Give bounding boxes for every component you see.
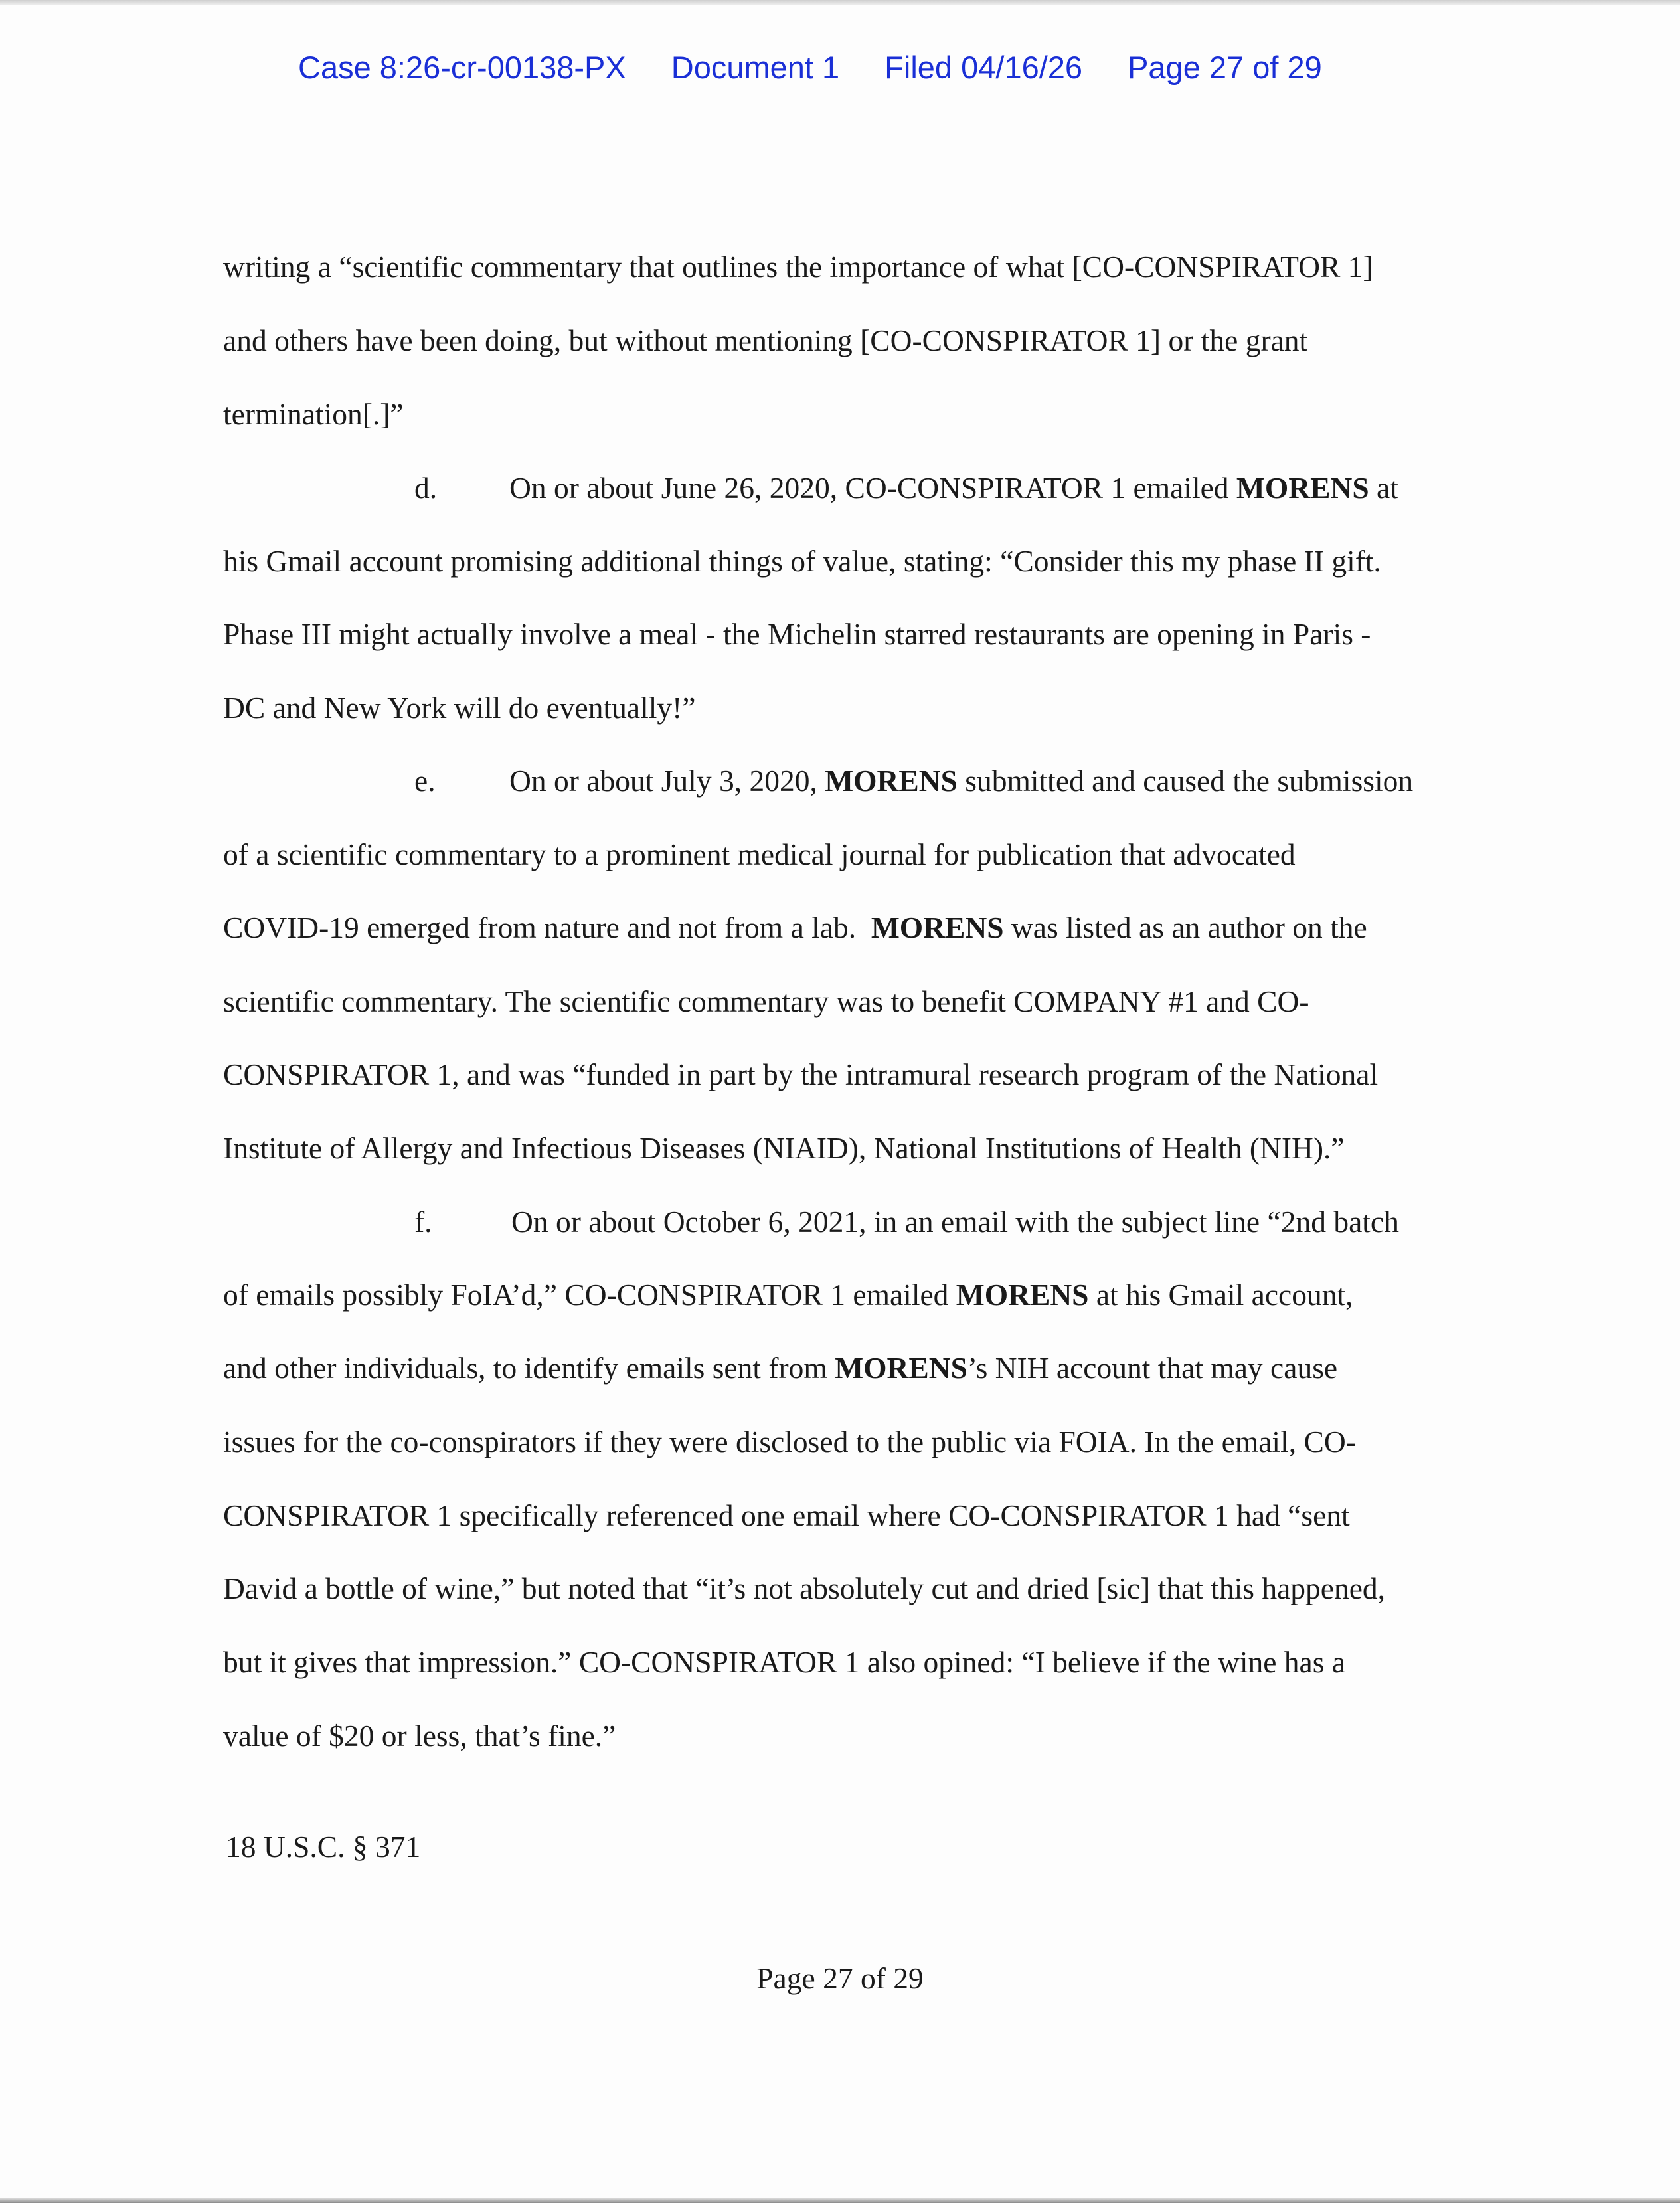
body-line: Institute of Allergy and Infectious Diseases (NIAID), National Institutions of Health (NIH).” — [223, 1131, 1345, 1165]
paragraph-marker: f. — [414, 1205, 432, 1239]
body-line: writing a “scientific commentary that outlines the importance of what [CO-CONSPIRATOR 1] — [223, 250, 1373, 284]
statute-citation: 18 U.S.C. § 371 — [226, 1830, 421, 1864]
footer-page-number: Page 27 of 29 — [756, 1961, 924, 1995]
case-number: Case 8:26-cr-00138-PX — [298, 50, 626, 85]
body-line: CONSPIRATOR 1 specifically referenced one email where CO-CONSPIRATOR 1 had “sent — [223, 1498, 1350, 1532]
defendant-name: MORENS — [835, 1351, 967, 1385]
ecf-header — [298, 49, 1322, 86]
top-scan-edge — [0, 0, 1680, 5]
defendant-name: MORENS — [1236, 471, 1369, 505]
document-number: Document 1 — [671, 50, 840, 85]
body-line: CONSPIRATOR 1, and was “funded in part by the intramural research program of the National — [223, 1057, 1379, 1091]
filed-date: Filed 04/16/26 — [884, 50, 1083, 85]
body-line: termination[.]” — [223, 397, 404, 431]
body-line: DC and New York will do eventually!” — [223, 691, 696, 725]
paragraph-marker: e. — [414, 764, 436, 798]
body-line: Phase III might actually involve a meal - the Michelin starred restaurants are opening in Paris - — [223, 617, 1371, 651]
defendant-name: MORENS — [871, 911, 1004, 944]
body-line: of emails possibly FoIA’d,” CO-CONSPIRATOR 1 emailed MORENS at his Gmail account, — [223, 1278, 1353, 1312]
body-line: of a scientific commentary to a prominent medical journal for publication that advocated — [223, 837, 1296, 871]
body-line: On or about July 3, 2020, MORENS submitted and caused the submission — [509, 764, 1414, 798]
body-line: value of $20 or less, that’s fine.” — [223, 1719, 616, 1753]
defendant-name: MORENS — [956, 1278, 1089, 1312]
bottom-scan-edge — [0, 2198, 1680, 2203]
header-page-number: Page 27 of 29 — [1128, 50, 1322, 85]
paragraph-marker: d. — [414, 471, 438, 505]
body-line: but it gives that impression.” CO-CONSPIRATOR 1 also opined: “I believe if the wine has a — [223, 1645, 1346, 1679]
body-line: and others have been doing, but without mentioning [CO-CONSPIRATOR 1] or the grant — [223, 323, 1308, 357]
body-line: and other individuals, to identify emails sent from MORENS’s NIH account that may cause — [223, 1351, 1338, 1385]
body-line: his Gmail account promising additional things of value, stating: “Consider this my phase II gift. — [223, 544, 1381, 578]
body-line: On or about October 6, 2021, in an email with the subject line “2nd batch — [511, 1205, 1399, 1239]
body-line: issues for the co-conspirators if they were disclosed to the public via FOIA. In the email, CO- — [223, 1425, 1356, 1458]
body-line: COVID-19 emerged from nature and not from a lab. MORENS was listed as an author on the — [223, 911, 1367, 944]
body-line: On or about June 26, 2020, CO-CONSPIRATOR 1 emailed MORENS at — [509, 471, 1398, 505]
body-line: David a bottle of wine,” but noted that “it’s not absolutely cut and dried [sic] that this happened, — [223, 1571, 1386, 1605]
defendant-name: MORENS — [825, 764, 958, 798]
body-line: scientific commentary. The scientific commentary was to benefit COMPANY #1 and CO- — [223, 984, 1309, 1018]
